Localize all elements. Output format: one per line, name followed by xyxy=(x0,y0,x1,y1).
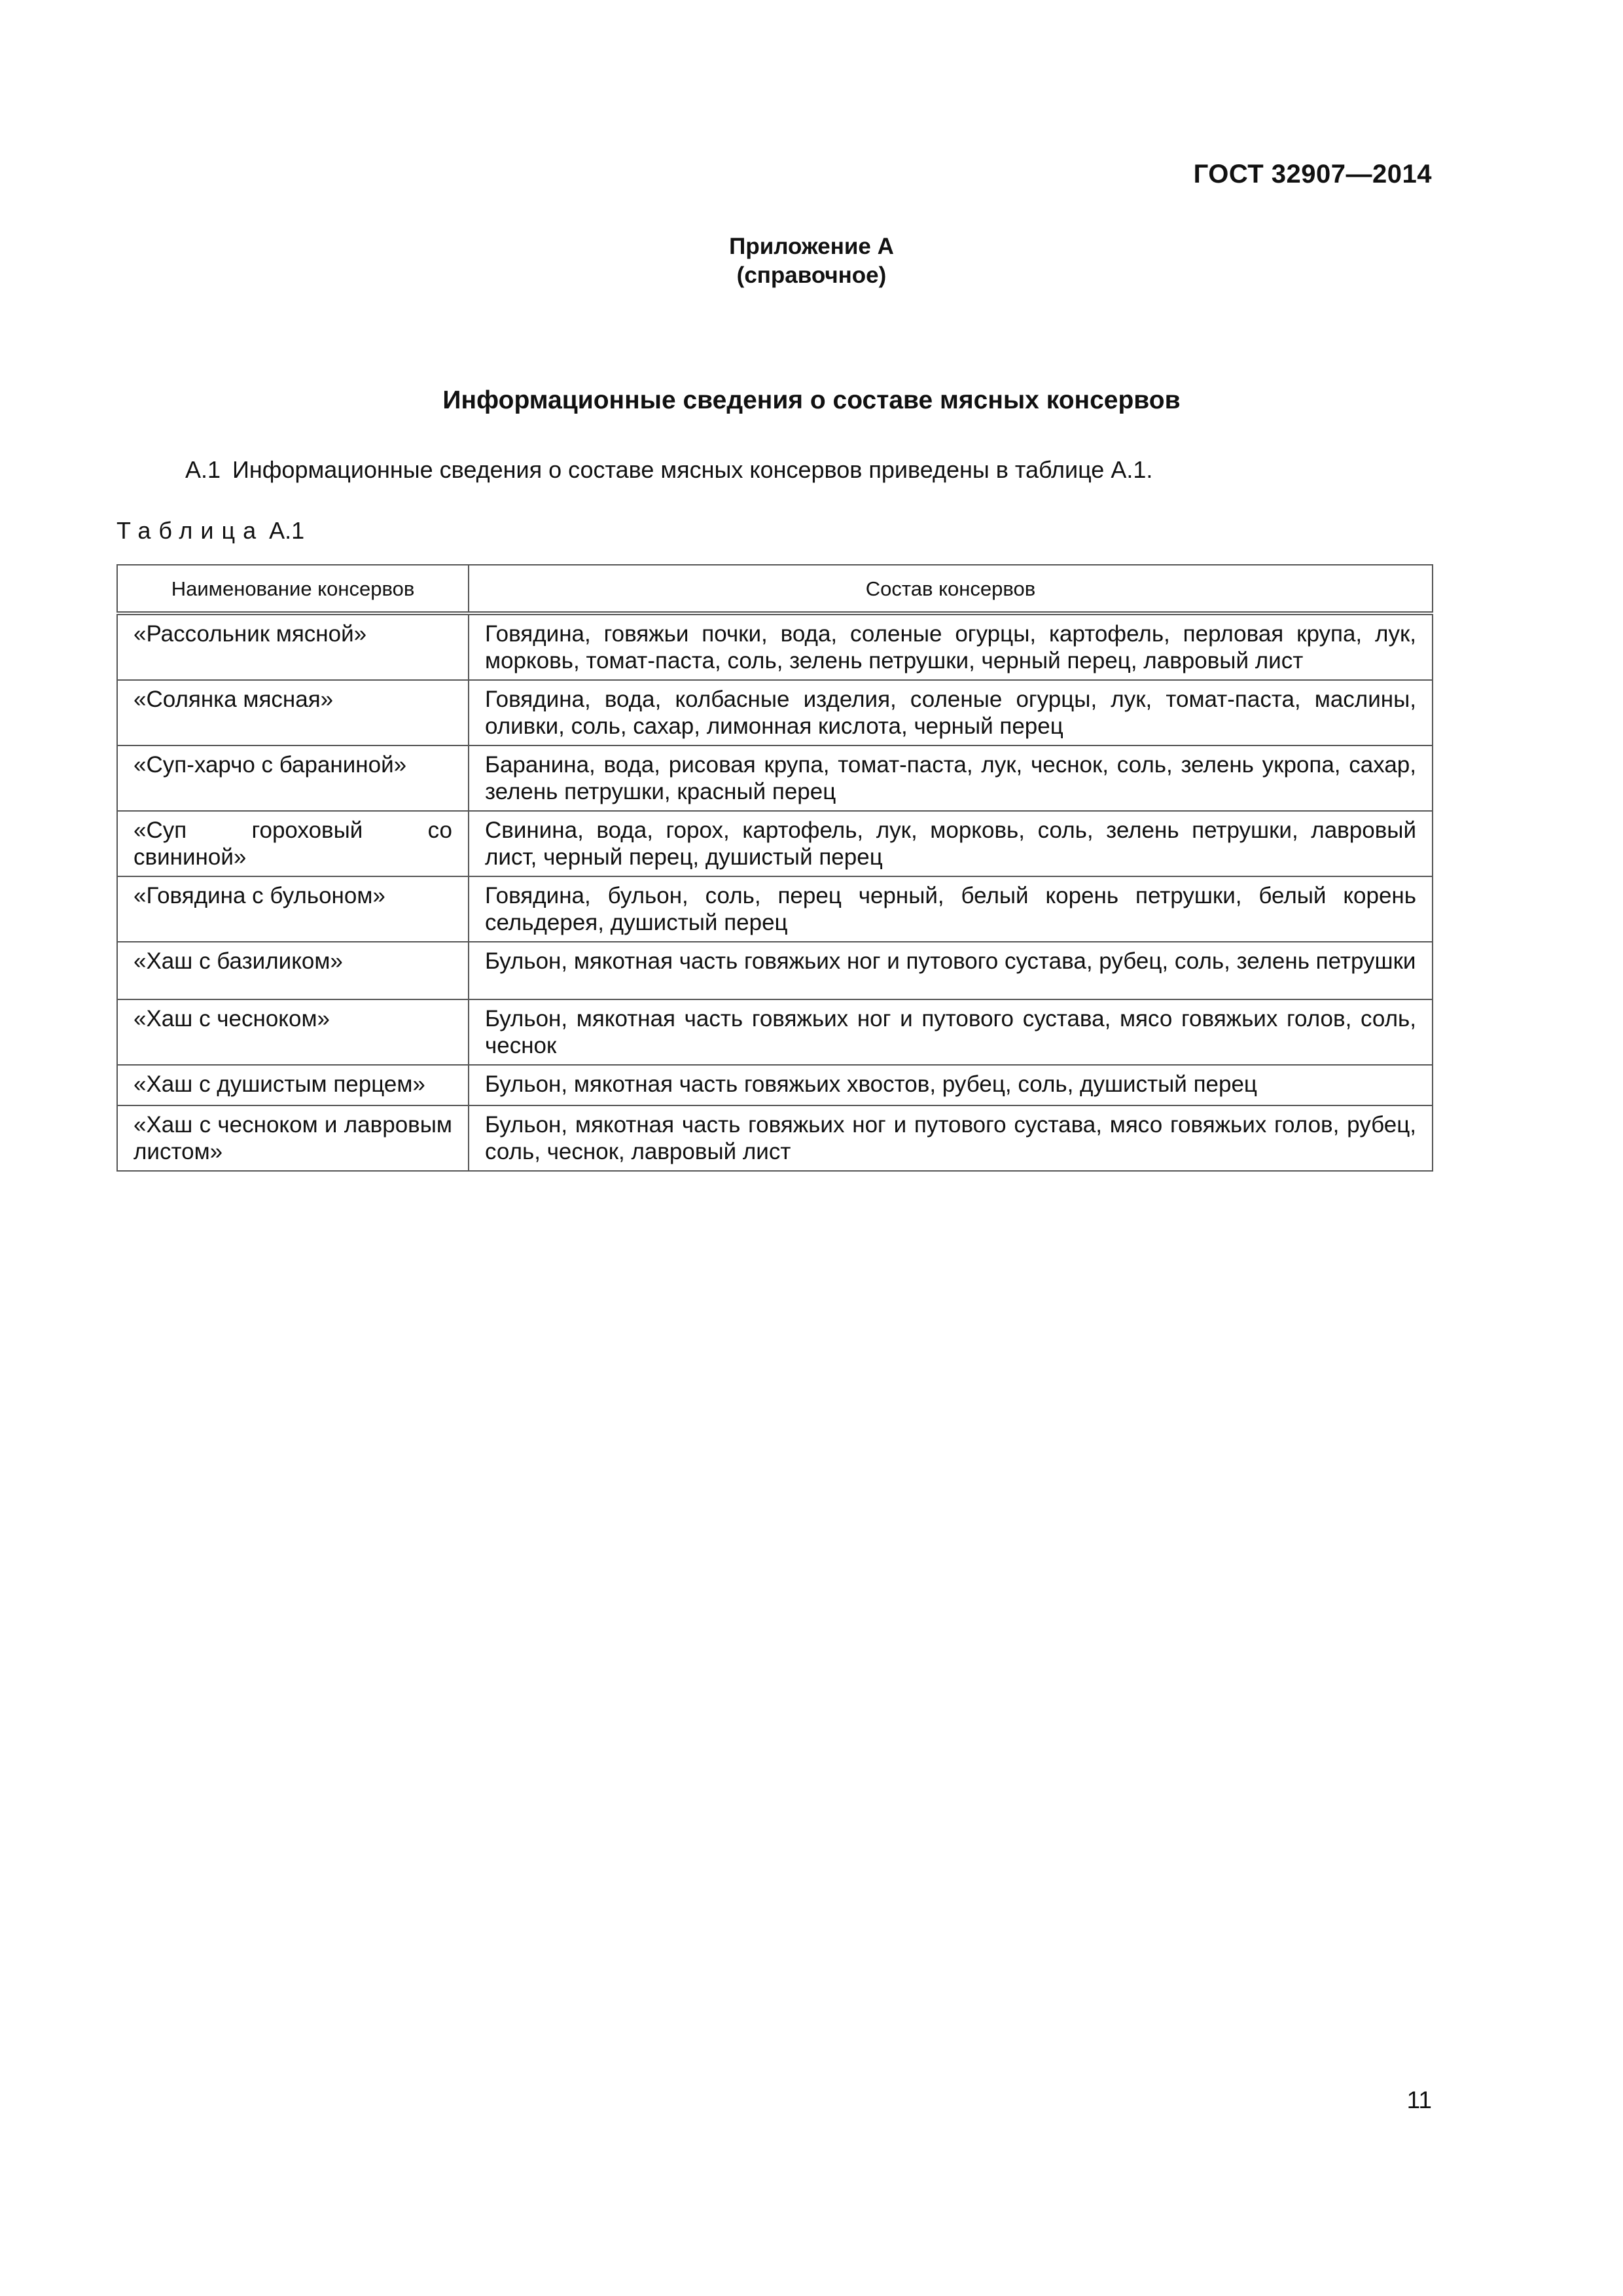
table-caption-number: А.1 xyxy=(269,517,305,544)
product-name-cell: «Хаш с душистым перцем» xyxy=(117,1065,469,1105)
table-caption-word: Таблица xyxy=(116,517,264,544)
product-name-cell: «Рассольник мясной» xyxy=(117,613,469,680)
product-name-cell: «Суп-харчо с бараниной» xyxy=(117,745,469,811)
document-code: ГОСТ 32907—2014 xyxy=(1193,160,1432,188)
intro-paragraph xyxy=(185,456,1152,484)
composition-cell: Бульон, мякотная часть говяжьих хвостов, рубец, соль, душистый перец xyxy=(469,1065,1433,1105)
table-container xyxy=(116,564,1432,1172)
composition-cell: Говядина, вода, колбасные изделия, соленые огурцы, лук, томат-паста, маслины, оливки, соль, сахар, лимонная кислота, черный перец xyxy=(469,680,1433,745)
table-row xyxy=(117,1105,1433,1171)
appendix-subtitle: (справочное) xyxy=(736,262,887,288)
appendix-title-block xyxy=(0,232,1623,290)
table-row xyxy=(117,745,1433,811)
product-name-cell: «Хаш с базиликом» xyxy=(117,942,469,999)
page-number: 11 xyxy=(1406,2087,1432,2113)
product-name-cell: «Солянка мясная» xyxy=(117,680,469,745)
appendix-title: Приложение А xyxy=(729,234,894,259)
table-header-row xyxy=(117,565,1433,613)
canned-meat-composition-table xyxy=(116,564,1433,1172)
table-row xyxy=(117,999,1433,1065)
table-row xyxy=(117,811,1433,876)
section-heading: Информационные сведения о составе мясных консервов xyxy=(442,386,1181,414)
table-row xyxy=(117,942,1433,999)
composition-cell: Бульон, мякотная часть говяжьих ног и путового сустава, мясо говяжьих голов, рубец, соль, чеснок, лавровый лист xyxy=(469,1105,1433,1171)
intro-paragraph-text: Информационные сведения о составе мясных консервов приведены в таблице А.1. xyxy=(232,456,1153,483)
table-row xyxy=(117,680,1433,745)
composition-cell: Баранина, вода, рисовая крупа, томат-паста, лук, чеснок, соль, зелень укропа, сахар, зелень петрушки, красный перец xyxy=(469,745,1433,811)
table-caption xyxy=(116,517,304,545)
table-row xyxy=(117,613,1433,680)
product-name-cell: «Хаш с чесноком и лавровым листом» xyxy=(117,1105,469,1171)
composition-cell: Говядина, бульон, соль, перец черный, белый корень петрушки, белый корень сельдерея, душистый перец xyxy=(469,876,1433,942)
intro-paragraph-number: А.1 xyxy=(185,456,221,483)
table-row xyxy=(117,1065,1433,1105)
table-row xyxy=(117,876,1433,942)
composition-cell: Бульон, мякотная часть говяжьих ног и путового сустава, мясо говяжьих голов, соль, чеснок xyxy=(469,999,1433,1065)
column-header-name: Наименование консервов xyxy=(117,565,469,613)
composition-cell: Бульон, мякотная часть говяжьих ног и путового сустава, рубец, соль, зелень петрушки xyxy=(469,942,1433,999)
composition-cell: Говядина, говяжьи почки, вода, соленые огурцы, картофель, перловая крупа, лук, морковь, томат-паста, соль, зелень петрушки, черный перец, лавровый лист xyxy=(469,613,1433,680)
product-name-cell: «Говядина с бульоном» xyxy=(117,876,469,942)
column-header-composition: Состав консервов xyxy=(469,565,1433,613)
composition-cell: Свинина, вода, горох, картофель, лук, морковь, соль, зелень петрушки, лавровый лист, черный перец, душистый перец xyxy=(469,811,1433,876)
product-name-cell: «Хаш с чесноком» xyxy=(117,999,469,1065)
product-name-cell: «Суп гороховый со свининой» xyxy=(117,811,469,876)
